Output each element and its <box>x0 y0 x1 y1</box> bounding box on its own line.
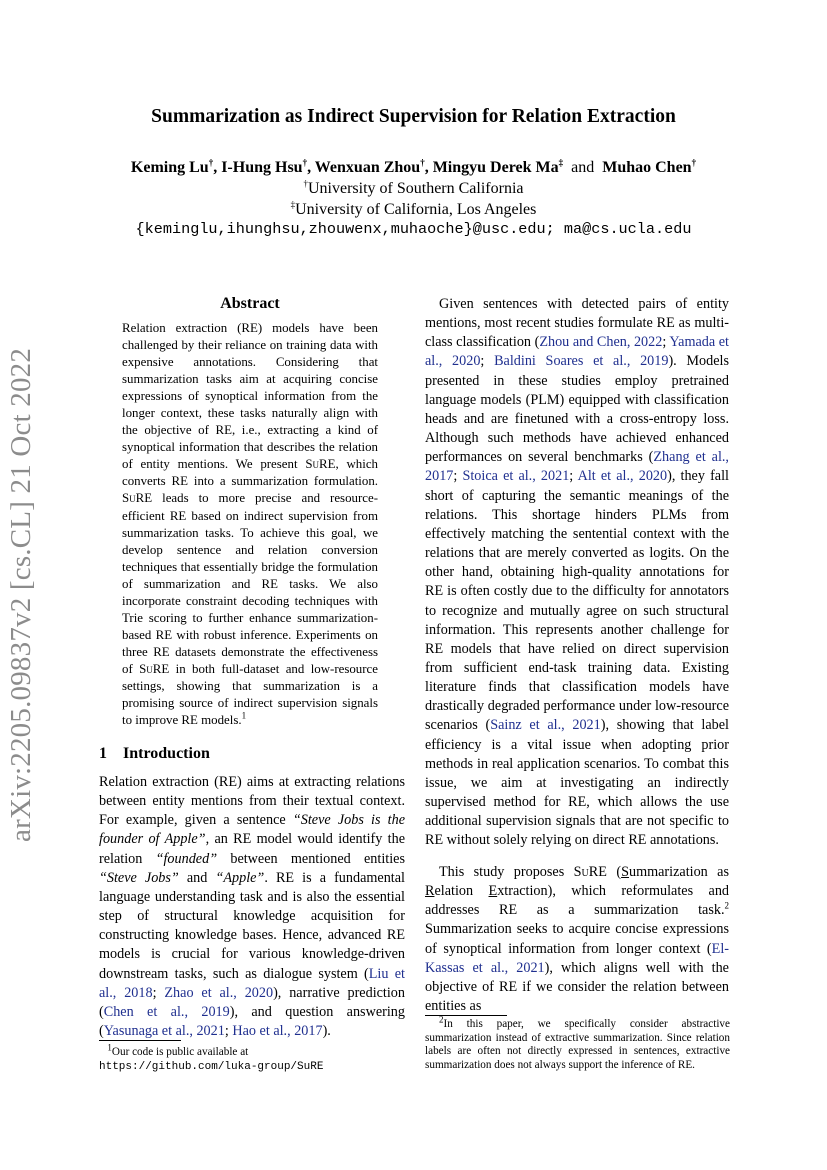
method-name: SuRE <box>573 864 607 880</box>
affiliation-mark: † <box>208 157 214 168</box>
author-name: Muhao Chen <box>602 159 692 176</box>
footnote-divider <box>425 1015 507 1016</box>
citation-link[interactable]: Sainz et al., 2021 <box>490 717 601 734</box>
method-name: SuRE <box>139 661 170 676</box>
right-column-paragraph-2: This study proposes SuRE (Summarization as Relation Extraction), which reformulates and addresses RE as a summarization task.$^2$ Summarization seeks to acquire concise expressions of synoptical information from longer context (El-Kassas et al., 2021), which aligns well with the objective of RE if we consider the relation between entities as <box>425 864 730 1015</box>
method-name: SuRE <box>122 491 153 506</box>
footnote-divider <box>99 1040 181 1041</box>
affiliation-ucla <box>60 201 767 219</box>
citation-link[interactable]: Zhou and Chen, 2022 <box>539 334 663 351</box>
citation-link[interactable]: El-Kassas et al., 2021 <box>425 940 729 976</box>
abstract-heading: Abstract <box>220 295 280 312</box>
citation-link[interactable]: Yamada et al., 2020 <box>425 334 730 370</box>
citation-link[interactable]: Zhao et al., 2020 <box>164 984 274 1001</box>
arxiv-sidebar-stamp: arXiv:2205.09837v2 [cs.CL] 21 Oct 2022 <box>5 347 37 842</box>
footnote-ref[interactable]: 1 <box>241 710 247 721</box>
citation-link[interactable]: Liu et al., 2018 <box>99 965 405 1001</box>
affiliation-usc <box>60 180 767 198</box>
author-name: I-Hung Hsu <box>221 159 303 176</box>
abstract-body: Relation extraction (RE) models have been challenged by their reliance on training data with expensive annotations. Considering that summarization tasks aim at acquiring concise expressions of synoptical information from the longer context, these tasks naturally align with the objective of RE, i.e., extracting a kind of synoptical information that describes the relation of entity mentions. We present SuRE, which converts RE into a summarization formulation. SuRE leads to more precise and resource-efficient RE based on indirect supervision from summarization tasks. To achieve this goal, we develop sentence and relation conversion techniques that essentially bridge the formulation of summarization and RE tasks. We also incorporate constraint decoding techniques with Trie scoring to further enhance summarization-based RE with robust inference. Experiments on three RE datasets demonstrate the effectiveness of SuRE in both full-dataset and low-resource settings, showing that summarization is a promising source of indirect supervision signals to improve RE models.$^1$ <box>122 321 378 728</box>
footnote-abstractive: $^2$In this paper, we specifically consider abstractive summarization instead of extractive summarization. Since relation labels are often not directly expressed in sentences, extractive summarization does not always support the inference of RE. <box>425 1014 730 1071</box>
section-heading-introduction: 1 Introduction <box>99 745 210 762</box>
author-name: Wenxuan Zhou <box>314 159 421 176</box>
affiliation-name: University of Southern California <box>307 180 524 197</box>
affiliation-mark: † <box>303 178 308 189</box>
affiliation-mark: ‡ <box>558 157 564 168</box>
author-conjunction: and <box>571 159 595 176</box>
citation-link[interactable]: Zhang et al., 2017 <box>425 449 729 485</box>
citation-link[interactable]: Alt et al., 2020 <box>577 468 668 485</box>
author-list: Keming Lu†, I-Hung Hsu†, Wenxuan Zhou†, Mingyu Derek Ma‡ and Muhao Chen† <box>130 157 697 176</box>
footnote-code-link: $^1$Our code is public available at https://github.com/luka-group/SuRE <box>99 1042 324 1073</box>
github-url-link[interactable]: https://github.com/luka-group/SuRE <box>99 1061 324 1073</box>
affiliation-mark: † <box>302 157 308 168</box>
citation-link[interactable]: Baldini Soares et al., 2019 <box>494 353 669 370</box>
affiliation-name: University of California, Los Angeles <box>295 201 537 218</box>
citation-link[interactable]: Stoica et al., 2021 <box>462 468 570 485</box>
author-emails: {keminglu,ihunghsu,zhouwenx,muhaoche}@usc.edu; ma@cs.ucla.edu <box>135 220 692 238</box>
footnote-ref[interactable]: 2 <box>724 900 729 911</box>
paper-title: Summarization as Indirect Supervision for Relation Extraction <box>151 106 676 127</box>
citation-link[interactable]: Chen et al., 2019 <box>103 1003 230 1020</box>
introduction-body: Relation extraction (RE) aims at extracting relations between entity mentions from their textual context. For example, given a sentence “Steve Jobs is the founder of Apple”, an RE model would identify the relation “founded” between mentioned entities “Steve Jobs” and “Apple”. RE is a fundamental language understanding task and is also the essential step of structural knowledge acquisition for constructing knowledge bases. Hence, advanced RE models is crucial for various knowledge-driven downstream tasks, such as dialogue system (Liu et al., 2018; Zhao et al., 2020), narrative prediction (Chen et al., 2019), and question answering (Yasunaga et al., 2021; Hao et al., 2017). <box>99 774 406 1040</box>
citation-link[interactable]: Yasunaga et al., 2021 <box>103 1023 225 1040</box>
right-column-paragraph-1: Given sentences with detected pairs of entity mentions, most recent studies formulate RE as multi-class classification (Zhou and Chen, 2022; Yamada et al., 2020; Baldini Soares et al., 2019). Models presented in these studies employ pretrained language models (PLM) equipped with classification heads and are finetuned with a cross-entropy loss. Although such methods have achieved enhanced performances on several benchmarks (Zhang et al., 2017; Stoica et al., 2021; Alt et al., 2020), they fall short of capturing the semantic meanings of the relations. This shortage hinders PLMs from effectively matching the sentential context with the relations that are merely converted as logits. On the other hand, obtaining high-quality annotations for RE is often costly due to the difficulty for annotators to recognize and mutually agree on such structural information. This represents another challenge for RE models that have relied on direct supervision from sufficient end-task training data. Existing literature finds that classification models have drastically degraded performance under low-resource scenarios (Sainz et al., 2021), showing that label efficiency is a vital issue when adopting prior methods in real application scenarios. To combat this issue, we aim at investigating an indirectly supervised method for RE, which allows the use additional supervision signals that are not specific to RE without solely relying on direct RE annotations. <box>425 296 730 849</box>
author-name: Mingyu Derek Ma <box>432 159 559 176</box>
affiliation-mark: † <box>420 157 425 168</box>
method-name: SuRE <box>305 457 336 472</box>
affiliation-mark: † <box>691 157 697 168</box>
citation-link[interactable]: Hao et al., 2017 <box>232 1023 323 1040</box>
affiliation-mark: ‡ <box>290 199 296 210</box>
author-name: Keming Lu <box>130 159 209 176</box>
